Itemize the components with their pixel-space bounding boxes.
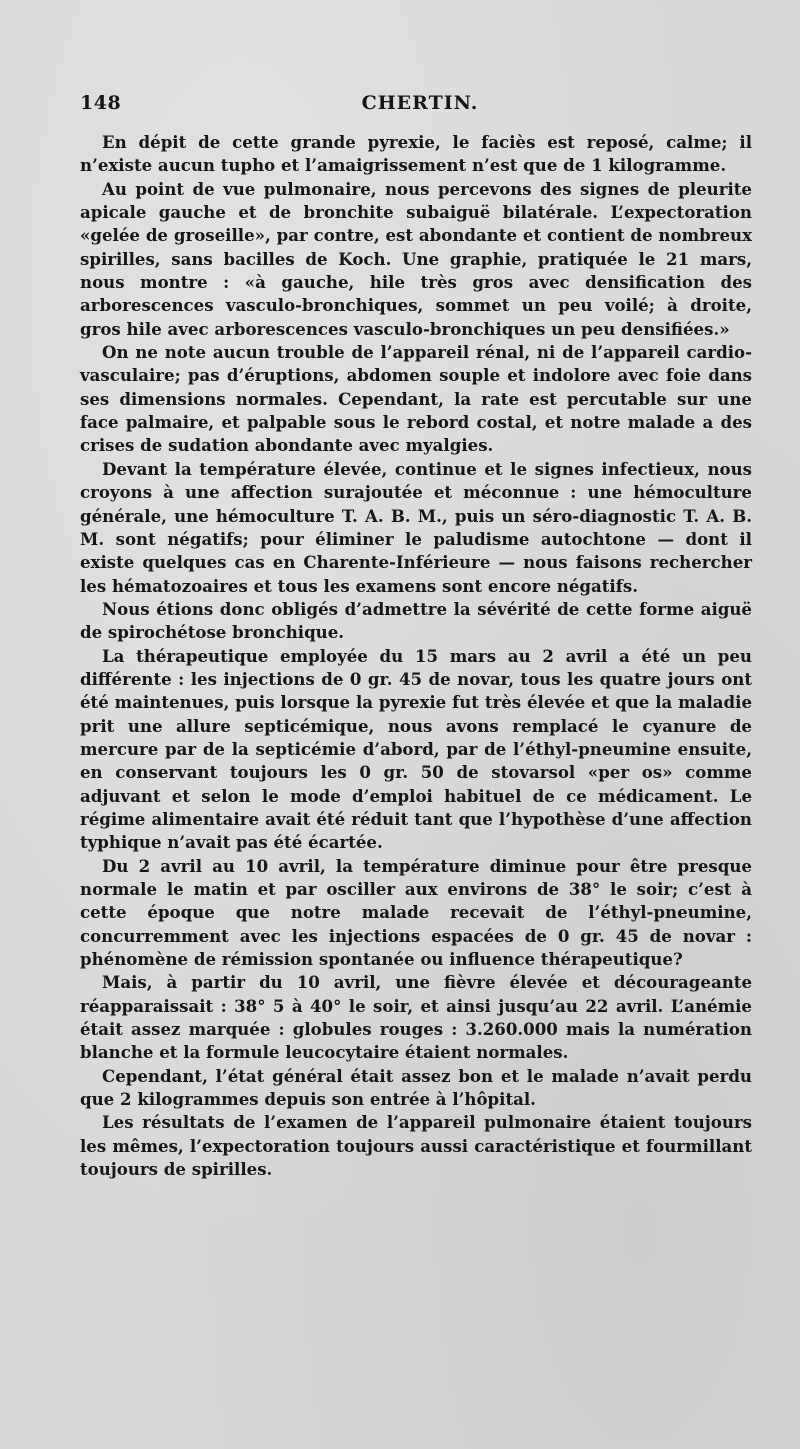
paragraph: Au point de vue pulmonaire, nous percevons des signes de pleurite apicale gauche et de bronchite subaiguë bilatérale. L’expectoration «gelée de groseille», par contre, est abondante et contient de nombreux spirilles, sans bacilles de Koch. Une graphie, pratiquée le 21 mars, nous montre : «à gauche, hile très gros avec densification des arborescences vasculo-bronchiques, sommet un peu voilé; à droite, gros hile avec arborescences vasculo-bronchiques un peu densifiées.» [80,178,752,339]
paragraph: On ne note aucun trouble de l’appareil rénal, ni de l’appareil cardio-vasculaire; pas d’éruptions, abdomen souple et indolore avec foie dans ses dimensions normales. Cependant, la rate est percutable sur une face palmaire, et palpable sous le rebord costal, et notre malade a des crises de sudation abondante avec myalgies. [80,342,752,456]
paragraph: Du 2 avril au 10 avril, la température diminue pour être presque normale le matin et par osciller aux environs de 38° le soir; c’est à cette époque que notre malade recevait de l’éthyl-pneumine, concurremment avec les injections espacées de 0 gr. 45 de novar : phénomène de rémission spontanée ou influence thérapeutique? [80,855,752,970]
paragraph: Nous étions donc obligés d’admettre la sévérité de cette forme aiguë de spirochétose bronchique. [80,598,752,643]
paragraph: Devant la température élevée, continue et le signes infectieux, nous croyons à une affection surajoutée et méconnue : une hémoculture générale, une hémoculture T. A. B. M., puis un séro-diagnostic T. A. B. M. sont négatifs; pour éliminer le paludisme autochtone — dont il existe quelques cas en Charente-Inférieure — nous faisons rechercher les hématozoaires et tous les examens sont encore négatifs. [80,458,752,596]
paragraph: En dépit de cette grande pyrexie, le faciès est reposé, calme; il n’existe aucun tupho et l’amaigrissement n’est que de 1 kilogramme. [80,132,752,176]
paragraph: Mais, à partir du 10 avril, une fièvre élevée et décourageante réapparaissait : 38° 5 à 40° le soir, et ainsi jusqu’au 22 avril. L’anémie était assez marquée : globules rouges : 3.260.000 mais la numération blanche et la formule leucocytaire étaient normales. [80,972,752,1063]
paragraph: La thérapeutique employée du 15 mars au 2 avril a été un peu différente : les injections de 0 gr. 45 de novar, tous les quatre jours ont été maintenues, puis lorsque la pyrexie fut très élevée et que la maladie prit une allure septicémique, nous avons remplacé le cyanure de mercure par de la septicémie d’abord, par de l’éthyl-pneumine ensuite, en conservant toujours les 0 gr. 50 de stovarsol «per os» comme adjuvant et selon le mode d’emploi habituel de ce médicament. Le régime alimentaire avait été réduit tant que l’hypothèse d’une affection typhique n’avait pas été écartée. [80,645,752,853]
running-head: CHERTIN. [361,92,479,114]
paragraph: Cependant, l’état général était assez bon et le malade n’avait perdu que 2 kilogrammes depuis son entrée à l’hôpital. [80,1065,752,1110]
page-number: 148 [80,92,122,114]
page-body [80,131,752,1181]
paragraph: Les résultats de l’examen de l’appareil pulmonaire étaient toujours les mêmes, l’expectoration toujours aussi caractéristique et fourmillant toujours de spirilles. [80,1112,752,1180]
page-header [80,92,760,122]
